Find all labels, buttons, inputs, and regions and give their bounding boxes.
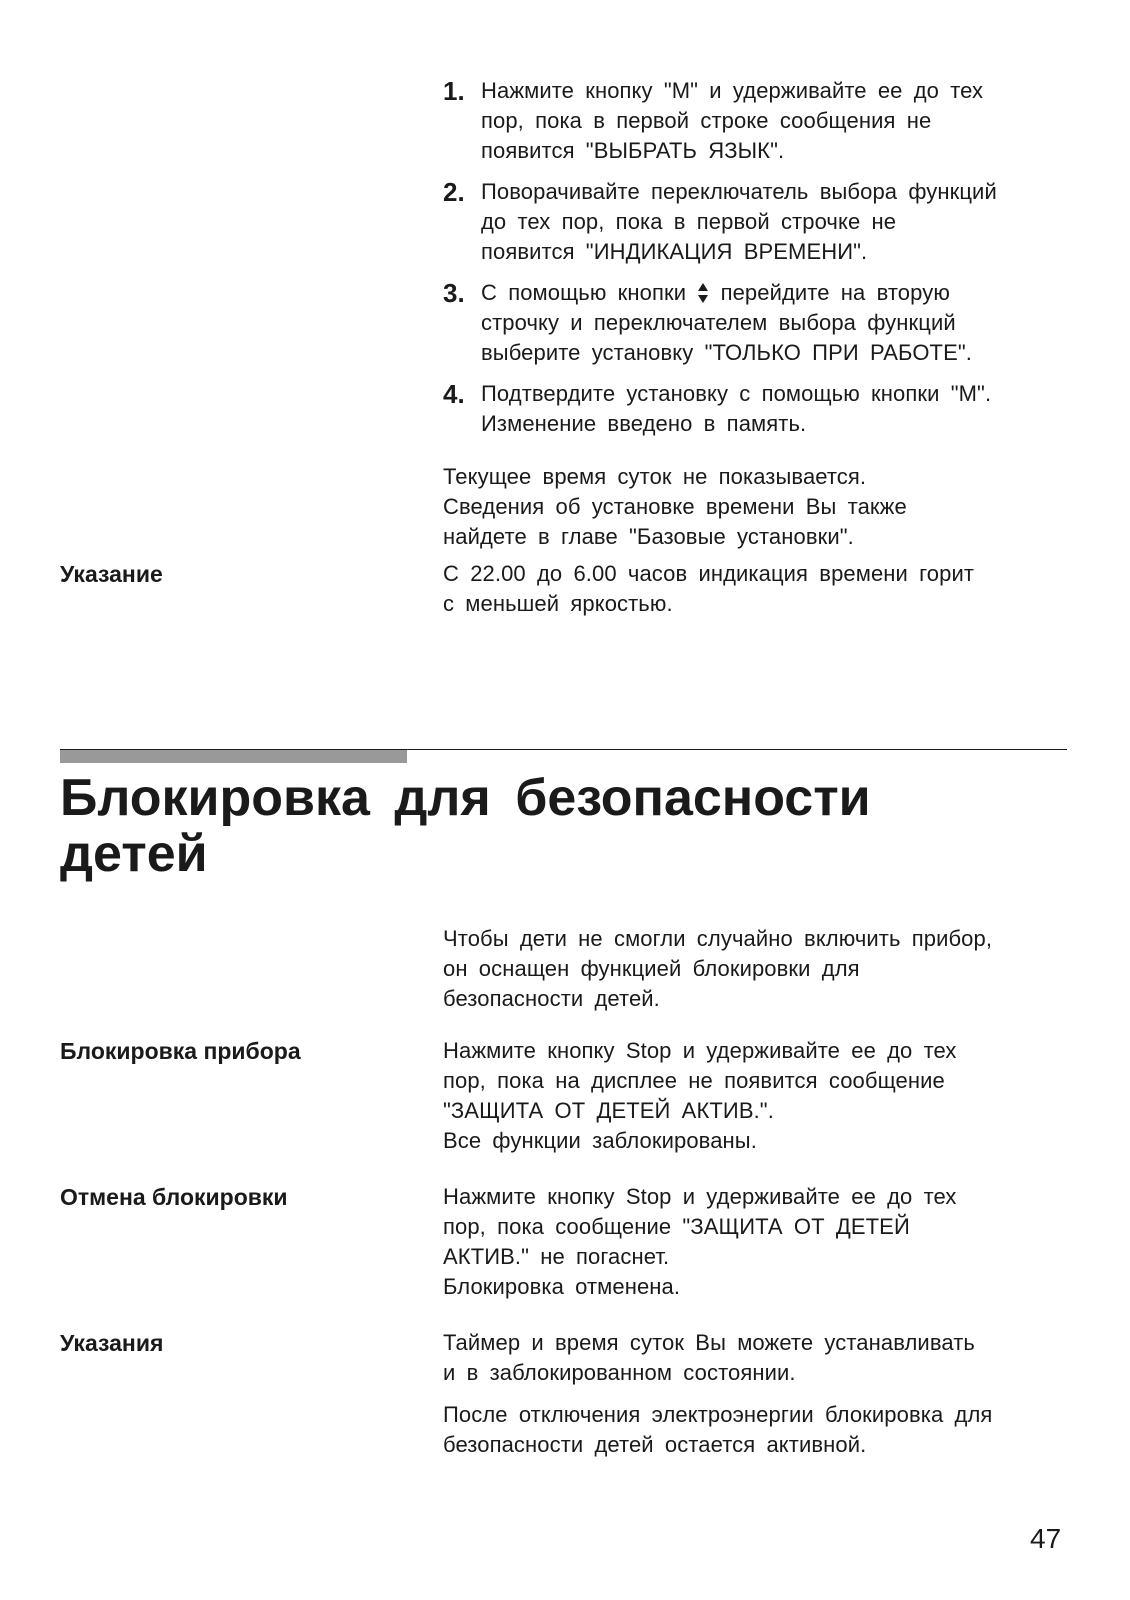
step-number: 3.: [443, 278, 465, 308]
page-number: 47: [1030, 1523, 1062, 1554]
step-item: [443, 379, 1068, 439]
step-text: Подтвердите установку с помощью кнопки "M". Изменение введено в память.: [481, 381, 992, 436]
up-down-arrows-icon: [697, 282, 709, 304]
steps-list: [443, 76, 1068, 450]
notes-text-1: Таймер и время суток Вы можете устанавливать и в заблокированном состоянии.: [443, 1330, 975, 1385]
note-label: Указание: [60, 561, 163, 587]
step-item: [443, 76, 1068, 166]
step-text-after-icon: перейдите на вторую строчку и переключателем выбора функций выберите установку "ТОЛЬКО ПРИ РАБОТЕ".: [481, 280, 972, 365]
section-intro: Чтобы дети не смогли случайно включить прибор, он оснащен функцией блокировки для безопасности детей.: [443, 926, 993, 1011]
step-text: Нажмите кнопку "M" и удерживайте ее до тех пор, пока в первой строке сообщения не появится "ВЫБРАТЬ ЯЗЫК".: [481, 78, 984, 163]
section-divider-accent: [60, 750, 407, 763]
note-text: С 22.00 до 6.00 часов индикация времени горит с меньшей яркостью.: [443, 561, 975, 616]
step-number: 1.: [443, 76, 465, 106]
step-text: [481, 278, 1068, 368]
step-number: 4.: [443, 379, 465, 409]
notes-label: Указания: [60, 1330, 164, 1356]
time-display-info: Текущее время суток не показывается. Сведения об установке времени Вы также найдете в главе "Базовые установки".: [443, 464, 907, 549]
step-text: Поворачивайте переключатель выбора функций до тех пор, пока в первой строчке не появится "ИНДИКАЦИЯ ВРЕМЕНИ".: [481, 179, 997, 264]
lock-text: Нажмите кнопку Stop и удерживайте ее до тех пор, пока на дисплее не появится сообщение "ЗАЩИТА ОТ ДЕТЕЙ АКТИВ.". Все функции заблокированы.: [443, 1038, 957, 1153]
unlock-text: Нажмите кнопку Stop и удерживайте ее до тех пор, пока сообщение "ЗАЩИТА ОТ ДЕТЕЙ АКТИВ." не погаснет. Блокировка отменена.: [443, 1184, 957, 1299]
section-title: Блокировка для безопасности детей: [60, 769, 871, 883]
step-number: 2.: [443, 177, 465, 207]
lock-label: Блокировка прибора: [60, 1038, 301, 1064]
step-item: [443, 177, 1068, 267]
step-item: [443, 278, 1068, 368]
notes-text-2: После отключения электроэнергии блокировка для безопасности детей остается активной.: [443, 1402, 993, 1457]
unlock-label: Отмена блокировки: [60, 1184, 288, 1210]
step-text-before-icon: С помощью кнопки: [481, 280, 687, 305]
